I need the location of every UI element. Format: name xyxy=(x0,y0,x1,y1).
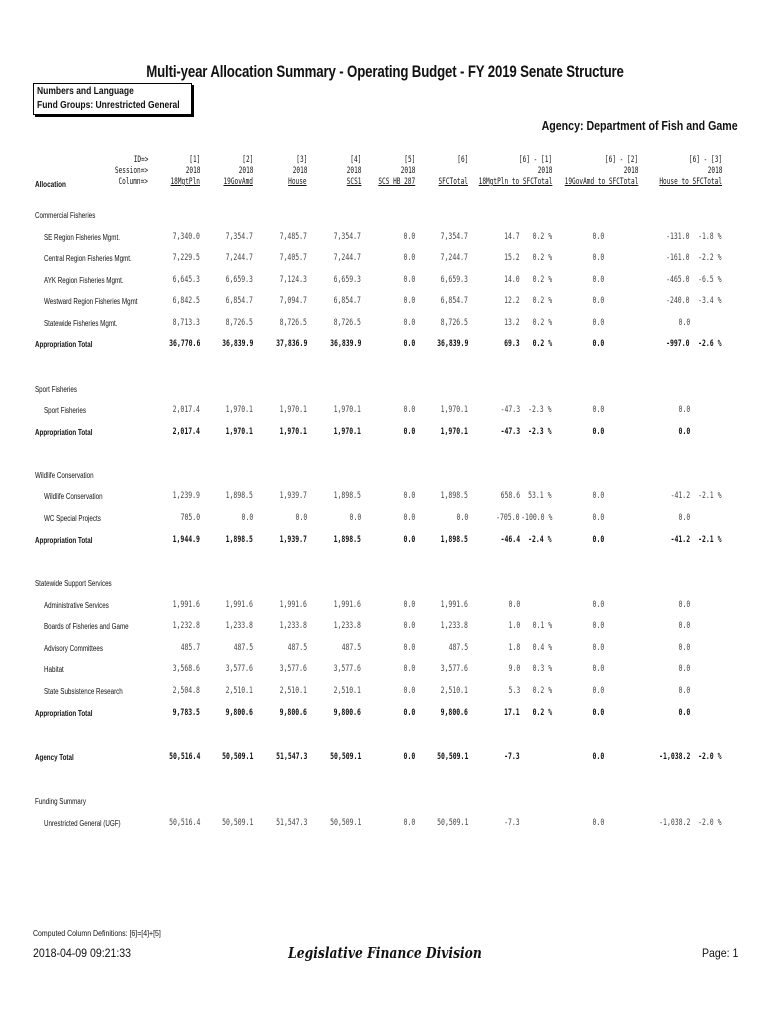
table-cell: 14.7 xyxy=(504,232,520,242)
table-cell: -1,038.2 xyxy=(658,818,690,828)
table-cell: 0.0 xyxy=(592,253,604,263)
table-cell: 8,726.5 xyxy=(333,318,361,328)
table-cell: -131.0 xyxy=(666,232,690,242)
table-cell: 2,504.8 xyxy=(172,686,200,696)
table-cell: 6,854.7 xyxy=(333,296,361,306)
table-cell: 1,233.8 xyxy=(333,621,361,631)
table-cell: 3,577.6 xyxy=(279,664,307,674)
table-cell: 7,340.0 xyxy=(172,232,200,242)
table-cell: 1,939.7 xyxy=(279,535,307,545)
col-header-1-id: [1] xyxy=(188,155,200,165)
table-cell: 8,726.5 xyxy=(440,318,468,328)
col-header-7-id: [6] - [1] xyxy=(518,155,552,165)
table-cell: 8,726.5 xyxy=(225,318,253,328)
table-cell: 9.0 xyxy=(508,664,520,674)
table-cell: 50,509.1 xyxy=(329,818,361,828)
table-cell: 0.0 xyxy=(592,427,604,437)
table-cell: 0.0 xyxy=(678,318,690,328)
table-cell: 7,485.7 xyxy=(279,232,307,242)
fund-box-line-1: Numbers and Language xyxy=(37,86,134,97)
table-cell: 0.0 xyxy=(592,643,604,653)
table-cell: 0.2 % xyxy=(532,318,552,328)
table-cell: 1,970.1 xyxy=(440,405,468,415)
table-cell: 0.2 % xyxy=(532,686,552,696)
table-cell: 7,354.7 xyxy=(333,232,361,242)
allocation-row-label: Sport Fisheries xyxy=(44,406,86,415)
table-cell: 53.1 % xyxy=(528,491,552,501)
table-cell: 7,124.3 xyxy=(279,275,307,285)
table-cell: 0.0 xyxy=(403,253,415,263)
section-heading: Wildlife Conservation xyxy=(35,471,94,480)
table-cell: 0.0 xyxy=(678,427,690,437)
table-cell: 1,898.5 xyxy=(225,491,253,501)
table-cell: 12.2 xyxy=(504,296,520,306)
table-cell: 0.0 xyxy=(592,339,604,349)
table-cell: 9,800.6 xyxy=(225,708,253,718)
col-header-9-id: [6] - [3] xyxy=(688,155,722,165)
report-timestamp: 2018-04-09 09:21:33 xyxy=(33,946,132,960)
table-cell: 0.0 xyxy=(403,621,415,631)
table-cell: 1,898.5 xyxy=(333,535,361,545)
allocation-row-label: Unrestricted General (UGF) xyxy=(44,819,121,828)
table-cell: -2.1 % xyxy=(698,535,722,545)
col-header-2-id: [2] xyxy=(241,155,253,165)
table-cell: -2.2 % xyxy=(698,253,722,263)
table-cell: 7,229.5 xyxy=(172,253,200,263)
table-cell: -6.5 % xyxy=(698,275,722,285)
table-cell: 0.0 xyxy=(403,275,415,285)
table-cell: 50,516.4 xyxy=(168,818,200,828)
table-cell: 0.0 xyxy=(403,818,415,828)
allocation-row-label: Statewide Fisheries Mgmt. xyxy=(44,319,118,328)
col-header-4-id: [4] xyxy=(349,155,361,165)
table-cell: 0.0 xyxy=(403,686,415,696)
table-cell: 36,839.9 xyxy=(221,339,253,349)
table-cell: 0.2 % xyxy=(532,232,552,242)
table-cell: -100.0 % xyxy=(520,513,552,523)
agency-name: Agency: Department of Fish and Game xyxy=(541,119,738,133)
col-header-2-column: 19GovAmd xyxy=(223,177,253,187)
allocation-row-label: Habitat xyxy=(44,665,64,674)
table-cell: -41.2 xyxy=(670,535,690,545)
table-cell: 1,970.1 xyxy=(440,427,468,437)
table-cell: 1,970.1 xyxy=(279,405,307,415)
header-id-label: ID=> xyxy=(133,155,148,165)
table-cell: 0.0 xyxy=(592,275,604,285)
table-cell: -240.0 xyxy=(666,296,690,306)
table-cell: 485.7 xyxy=(180,643,200,653)
table-cell: 2,510.1 xyxy=(225,686,253,696)
table-cell: 658.6 xyxy=(500,491,520,501)
col-header-8-column: 19GovAmd to SFCTotal xyxy=(564,177,638,187)
table-cell: -7.3 xyxy=(504,752,520,762)
table-cell: 1,239.9 xyxy=(172,491,200,501)
table-cell: 1.8 xyxy=(508,643,520,653)
allocation-row-label: SE Region Fisheries Mgmt. xyxy=(44,233,120,242)
table-cell: 1,970.1 xyxy=(333,405,361,415)
table-cell: -47.3 xyxy=(500,427,520,437)
table-cell: -2.0 % xyxy=(698,752,722,762)
table-cell: 487.5 xyxy=(233,643,253,653)
table-cell: 17.1 xyxy=(504,708,520,718)
table-cell: 1,991.6 xyxy=(225,600,253,610)
table-cell: 487.5 xyxy=(448,643,468,653)
col-header-1-session: 2018 xyxy=(185,166,200,176)
section-heading: Commercial Fisheries xyxy=(35,211,96,220)
page-number: Page: 1 xyxy=(701,946,738,960)
col-header-7-session: 2018 xyxy=(537,166,552,176)
table-cell: 1,970.1 xyxy=(333,427,361,437)
table-cell: 7,094.7 xyxy=(279,296,307,306)
table-cell: 9,783.5 xyxy=(172,708,200,718)
table-cell: 1,232.8 xyxy=(172,621,200,631)
table-cell: 1,991.6 xyxy=(279,600,307,610)
table-cell: 0.0 xyxy=(403,232,415,242)
table-cell: 0.0 xyxy=(403,664,415,674)
table-cell: 2,510.1 xyxy=(279,686,307,696)
table-cell: 50,509.1 xyxy=(329,752,361,762)
table-cell: 0.0 xyxy=(241,513,253,523)
table-cell: 2,017.4 xyxy=(172,427,200,437)
fund-group-box xyxy=(33,83,192,115)
table-cell: 3,577.6 xyxy=(225,664,253,674)
table-cell: 3,577.6 xyxy=(333,664,361,674)
col-header-2-session: 2018 xyxy=(238,166,253,176)
table-cell: 0.0 xyxy=(456,513,468,523)
table-cell: 1,970.1 xyxy=(279,427,307,437)
section-heading: Statewide Support Services xyxy=(35,579,112,588)
table-cell: 1,970.1 xyxy=(225,427,253,437)
table-cell: 0.1 % xyxy=(532,621,552,631)
allocation-row-label: Advisory Committees xyxy=(44,644,103,653)
table-cell: 0.0 xyxy=(592,752,604,762)
table-cell: 37,836.9 xyxy=(275,339,307,349)
table-cell: 0.0 xyxy=(678,513,690,523)
table-cell: 69.3 xyxy=(504,339,520,349)
table-cell: 0.0 xyxy=(678,664,690,674)
table-cell: 9,800.6 xyxy=(279,708,307,718)
table-cell: 6,659.3 xyxy=(333,275,361,285)
table-cell: 1,898.5 xyxy=(440,491,468,501)
table-cell: 36,770.6 xyxy=(168,339,200,349)
table-cell: 8,726.5 xyxy=(279,318,307,328)
table-cell: 0.3 % xyxy=(532,664,552,674)
allocation-row-label: Administrative Services xyxy=(44,601,109,610)
table-cell: 0.0 xyxy=(678,405,690,415)
table-cell: 50,516.4 xyxy=(168,752,200,762)
table-cell: 6,659.3 xyxy=(440,275,468,285)
table-cell: 0.0 xyxy=(592,232,604,242)
table-cell: 50,509.1 xyxy=(436,818,468,828)
table-cell: 36,839.9 xyxy=(436,339,468,349)
table-cell: -2.6 % xyxy=(698,339,722,349)
table-cell: 6,645.3 xyxy=(172,275,200,285)
table-cell: 50,509.1 xyxy=(436,752,468,762)
col-header-3-column: House xyxy=(288,177,307,187)
table-cell: 0.4 % xyxy=(532,643,552,653)
table-cell: 1,939.7 xyxy=(279,491,307,501)
table-cell: -41.2 xyxy=(670,491,690,501)
table-cell: 1,970.1 xyxy=(225,405,253,415)
table-cell: 0.0 xyxy=(403,405,415,415)
table-cell: 0.0 xyxy=(678,643,690,653)
col-header-5-column: SCS HB 287 xyxy=(378,177,415,187)
col-header-3-id: [3] xyxy=(295,155,307,165)
table-cell: 3,568.6 xyxy=(172,664,200,674)
table-cell: 9,800.6 xyxy=(333,708,361,718)
table-cell: 6,659.3 xyxy=(225,275,253,285)
col-header-5-id: [5] xyxy=(403,155,415,165)
table-cell: -1,038.2 xyxy=(658,752,690,762)
col-header-5-session: 2018 xyxy=(400,166,415,176)
report-title: Multi-year Allocation Summary - Operating Budget - FY 2019 Senate Structure xyxy=(146,62,624,81)
table-cell: 0.0 xyxy=(678,621,690,631)
table-cell: 1,991.6 xyxy=(333,600,361,610)
table-cell: 7,354.7 xyxy=(225,232,253,242)
allocation-row-label: Central Region Fisheries Mgmt. xyxy=(44,254,132,263)
table-cell: 0.2 % xyxy=(532,708,552,718)
table-cell: -705.0 xyxy=(496,513,520,523)
total-row-label: Appropriation Total xyxy=(35,340,93,349)
table-cell: 7,405.7 xyxy=(279,253,307,263)
table-cell: 1,233.8 xyxy=(225,621,253,631)
allocation-row-label: State Subsistence Research xyxy=(44,687,123,696)
table-cell: 7,244.7 xyxy=(225,253,253,263)
table-cell: 0.0 xyxy=(403,535,415,545)
table-cell: -2.4 % xyxy=(528,535,552,545)
table-cell: -2.1 % xyxy=(698,491,722,501)
table-cell: 50,509.1 xyxy=(221,818,253,828)
table-cell: 7,244.7 xyxy=(440,253,468,263)
table-cell: 0.2 % xyxy=(532,253,552,263)
table-cell: -3.4 % xyxy=(698,296,722,306)
table-cell: 1,898.5 xyxy=(440,535,468,545)
table-cell: 2,510.1 xyxy=(440,686,468,696)
table-cell: 1,233.8 xyxy=(279,621,307,631)
col-header-7-column: 18MgtPln to SFCTotal xyxy=(478,177,552,187)
table-cell: -1.8 % xyxy=(698,232,722,242)
table-cell: 0.0 xyxy=(592,818,604,828)
table-cell: 0.0 xyxy=(508,600,520,610)
table-cell: 51,547.3 xyxy=(275,752,307,762)
table-cell: 7,244.7 xyxy=(333,253,361,263)
col-header-8-session: 2018 xyxy=(623,166,638,176)
table-cell: 0.0 xyxy=(592,686,604,696)
allocation-row-label: WC Special Projects xyxy=(44,514,101,523)
header-session-label: Session=> xyxy=(114,166,148,176)
col-header-4-column: SCS1 xyxy=(346,177,361,187)
table-cell: 0.0 xyxy=(592,405,604,415)
col-header-6-id: [6] xyxy=(456,155,468,165)
table-cell: 14.0 xyxy=(504,275,520,285)
computed-column-definitions: Computed Column Definitions: [6]=[4]+[5] xyxy=(33,928,161,938)
table-cell: 7,354.7 xyxy=(440,232,468,242)
table-cell: 0.0 xyxy=(295,513,307,523)
table-cell: 0.0 xyxy=(403,513,415,523)
col-header-1-column: 18MgtPln xyxy=(170,177,200,187)
section-heading: Sport Fisheries xyxy=(35,385,77,394)
table-cell: 6,854.7 xyxy=(225,296,253,306)
col-header-6-column: SFCTotal xyxy=(438,177,468,187)
table-cell: 0.0 xyxy=(403,752,415,762)
table-cell: 9,800.6 xyxy=(440,708,468,718)
table-cell: -2.3 % xyxy=(528,427,552,437)
table-cell: 1,991.6 xyxy=(172,600,200,610)
allocation-row-label: Boards of Fisheries and Game xyxy=(44,622,129,631)
table-cell: 0.0 xyxy=(592,621,604,631)
allocation-header: Allocation xyxy=(35,180,66,189)
table-cell: 0.0 xyxy=(403,339,415,349)
col-header-3-session: 2018 xyxy=(292,166,307,176)
legislative-finance-division-signature: Legislative Finance Division xyxy=(288,944,482,962)
table-cell: 487.5 xyxy=(287,643,307,653)
table-cell: 15.2 xyxy=(504,253,520,263)
col-header-4-session: 2018 xyxy=(346,166,361,176)
table-cell: 0.0 xyxy=(592,513,604,523)
table-cell: 1,898.5 xyxy=(333,491,361,501)
col-header-9-column: House to SFCTotal xyxy=(659,177,722,187)
table-cell: 8,713.3 xyxy=(172,318,200,328)
table-cell: 0.2 % xyxy=(532,339,552,349)
table-cell: 0.0 xyxy=(403,708,415,718)
table-cell: 1,898.5 xyxy=(225,535,253,545)
col-header-8-id: [6] - [2] xyxy=(604,155,638,165)
table-cell: 1,944.9 xyxy=(172,535,200,545)
total-row-label: Appropriation Total xyxy=(35,709,93,718)
table-cell: 0.0 xyxy=(592,491,604,501)
table-cell: 50,509.1 xyxy=(221,752,253,762)
table-cell: -161.0 xyxy=(666,253,690,263)
table-cell: 0.0 xyxy=(592,708,604,718)
total-row-label: Agency Total xyxy=(35,753,74,762)
allocation-row-label: Wildlife Conservation xyxy=(44,492,103,501)
table-cell: 1,991.6 xyxy=(440,600,468,610)
table-cell: 0.0 xyxy=(403,427,415,437)
table-cell: 0.0 xyxy=(592,318,604,328)
table-cell: 0.0 xyxy=(592,296,604,306)
table-cell: 1,233.8 xyxy=(440,621,468,631)
table-cell: 51,547.3 xyxy=(275,818,307,828)
header-column-label: Column=> xyxy=(118,177,148,187)
table-cell: -2.3 % xyxy=(528,405,552,415)
table-cell: 0.0 xyxy=(678,708,690,718)
table-cell: 487.5 xyxy=(341,643,361,653)
col-header-9-session: 2018 xyxy=(707,166,722,176)
table-cell: -997.0 xyxy=(666,339,690,349)
table-cell: -7.3 xyxy=(504,818,520,828)
table-cell: 0.0 xyxy=(403,296,415,306)
table-cell: 13.2 xyxy=(504,318,520,328)
table-cell: 705.0 xyxy=(180,513,200,523)
table-cell: -465.0 xyxy=(666,275,690,285)
table-cell: 0.0 xyxy=(403,600,415,610)
table-cell: 0.2 % xyxy=(532,296,552,306)
table-cell: 6,842.5 xyxy=(172,296,200,306)
table-cell: 36,839.9 xyxy=(329,339,361,349)
allocation-row-label: AYK Region Fisheries Mgmt. xyxy=(44,276,124,285)
table-cell: 5.3 xyxy=(508,686,520,696)
table-cell: 0.0 xyxy=(592,600,604,610)
section-heading: Funding Summary xyxy=(35,797,86,806)
table-cell: -47.3 xyxy=(500,405,520,415)
table-cell: 1.0 xyxy=(508,621,520,631)
table-cell: 2,510.1 xyxy=(333,686,361,696)
total-row-label: Appropriation Total xyxy=(35,536,93,545)
table-cell: 2,017.4 xyxy=(172,405,200,415)
table-cell: 0.0 xyxy=(592,664,604,674)
table-cell: -46.4 xyxy=(500,535,520,545)
table-cell: 0.0 xyxy=(403,643,415,653)
table-cell: 0.0 xyxy=(678,600,690,610)
table-cell: 0.0 xyxy=(592,535,604,545)
table-cell: 0.2 % xyxy=(532,275,552,285)
table-cell: 6,854.7 xyxy=(440,296,468,306)
table-cell: -2.0 % xyxy=(698,818,722,828)
total-row-label: Appropriation Total xyxy=(35,428,93,437)
table-cell: 0.0 xyxy=(349,513,361,523)
fund-box-line-2: Fund Groups: Unrestricted General xyxy=(37,100,180,111)
table-cell: 0.0 xyxy=(678,686,690,696)
table-cell: 0.0 xyxy=(403,318,415,328)
table-cell: 3,577.6 xyxy=(440,664,468,674)
allocation-row-label: Westward Region Fisheries Mgmt xyxy=(44,297,138,306)
table-cell: 0.0 xyxy=(403,491,415,501)
